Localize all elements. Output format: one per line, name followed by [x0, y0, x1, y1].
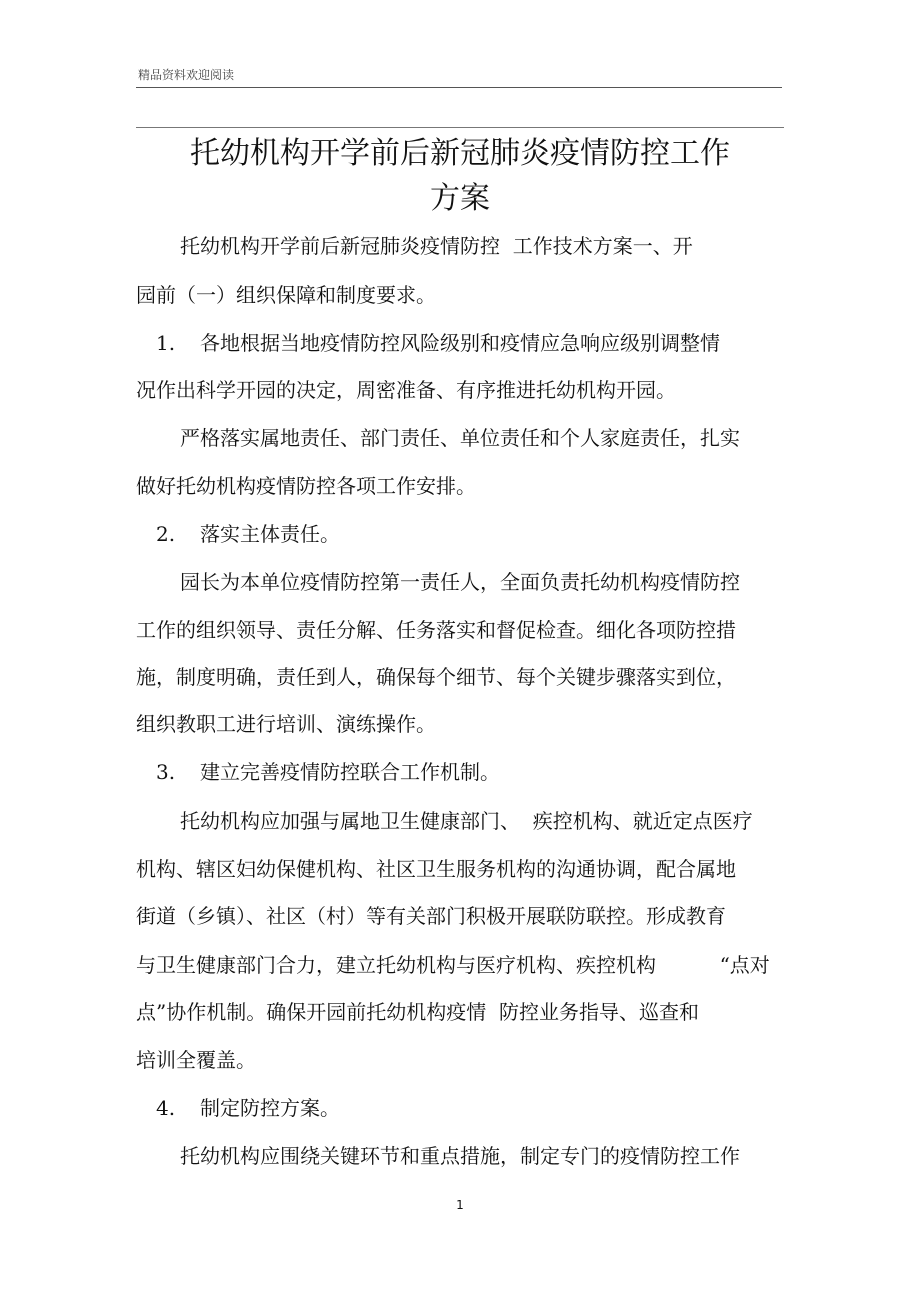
paragraph-line: 托幼机构开学前后新冠肺炎疫情防控 工作技术方案一、开: [180, 234, 693, 258]
paragraph-line: 点”协作机制。确保开园前托幼机构疫情 防控业务指导、巡查和: [136, 1000, 699, 1024]
paragraph-line: 园长为本单位疫情防控第一责任人，全面负责托幼机构疫情防控: [180, 570, 740, 594]
paragraph-line: 机构、辖区妇幼保健机构、社区卫生服务机构的沟通协调，配合属地: [136, 857, 736, 881]
paragraph-line: 施，制度明确，责任到人，确保每个细节、每个关键步骤落实到位，: [136, 665, 736, 689]
paragraph-line: 托幼机构应加强与属地卫生健康部门、 疾控机构、就近定点医疗: [180, 809, 753, 833]
paragraph-line: 园前（一）组织保障和制度要求。: [136, 283, 436, 307]
header-rule: [136, 87, 782, 88]
list-item-4: [156, 1098, 340, 1118]
list-number: 2.: [156, 522, 176, 546]
list-item-text: 建立完善疫情防控联合工作机制。: [200, 760, 500, 784]
page-header: 精品资料欢迎阅读: [138, 68, 235, 82]
title-line-2: 方案: [430, 181, 490, 216]
list-number: 1.: [156, 331, 176, 355]
list-item-text: 落实主体责任。: [200, 522, 340, 546]
list-item-3: [156, 762, 500, 782]
paragraph-line: 街道（乡镇）、社区（村）等有关部门积极开展联防联控。形成教育: [136, 904, 726, 928]
paragraph-line: 做好托幼机构疫情防控各项工作安排。: [136, 474, 476, 498]
paragraph-line: 托幼机构应围绕关键环节和重点措施，制定专门的疫情防控工作: [180, 1144, 740, 1168]
paragraph-line: 组织教职工进行培训、演练操作。: [136, 712, 436, 736]
list-item-1: [156, 333, 720, 353]
title-line-1: 托幼机构开学前后新冠肺炎疫情防控工作: [190, 136, 730, 171]
list-item-text: 制定防控方案。: [200, 1096, 340, 1120]
list-number: 4.: [156, 1096, 176, 1120]
paragraph-line: 严格落实属地责任、部门责任、单位责任和个人家庭责任，扎实: [180, 426, 740, 450]
list-item-2: [156, 524, 340, 544]
list-number: 3.: [156, 760, 176, 784]
paragraph-line: 与卫生健康部门合力，建立托幼机构与医疗机构、疾控机构 “点对: [136, 953, 770, 977]
paragraph-line: 况作出科学开园的决定，周密准备、有序推进托幼机构开园。: [136, 378, 676, 402]
page-number: 1: [456, 1198, 464, 1212]
list-item-text: 各地根据当地疫情防控风险级别和疫情应急响应级别调整情: [200, 331, 720, 355]
paragraph-line: 工作的组织领导、责任分解、任务落实和督促检查。细化各项防控措: [136, 618, 736, 642]
paragraph-line: 培训全覆盖。: [136, 1048, 256, 1072]
